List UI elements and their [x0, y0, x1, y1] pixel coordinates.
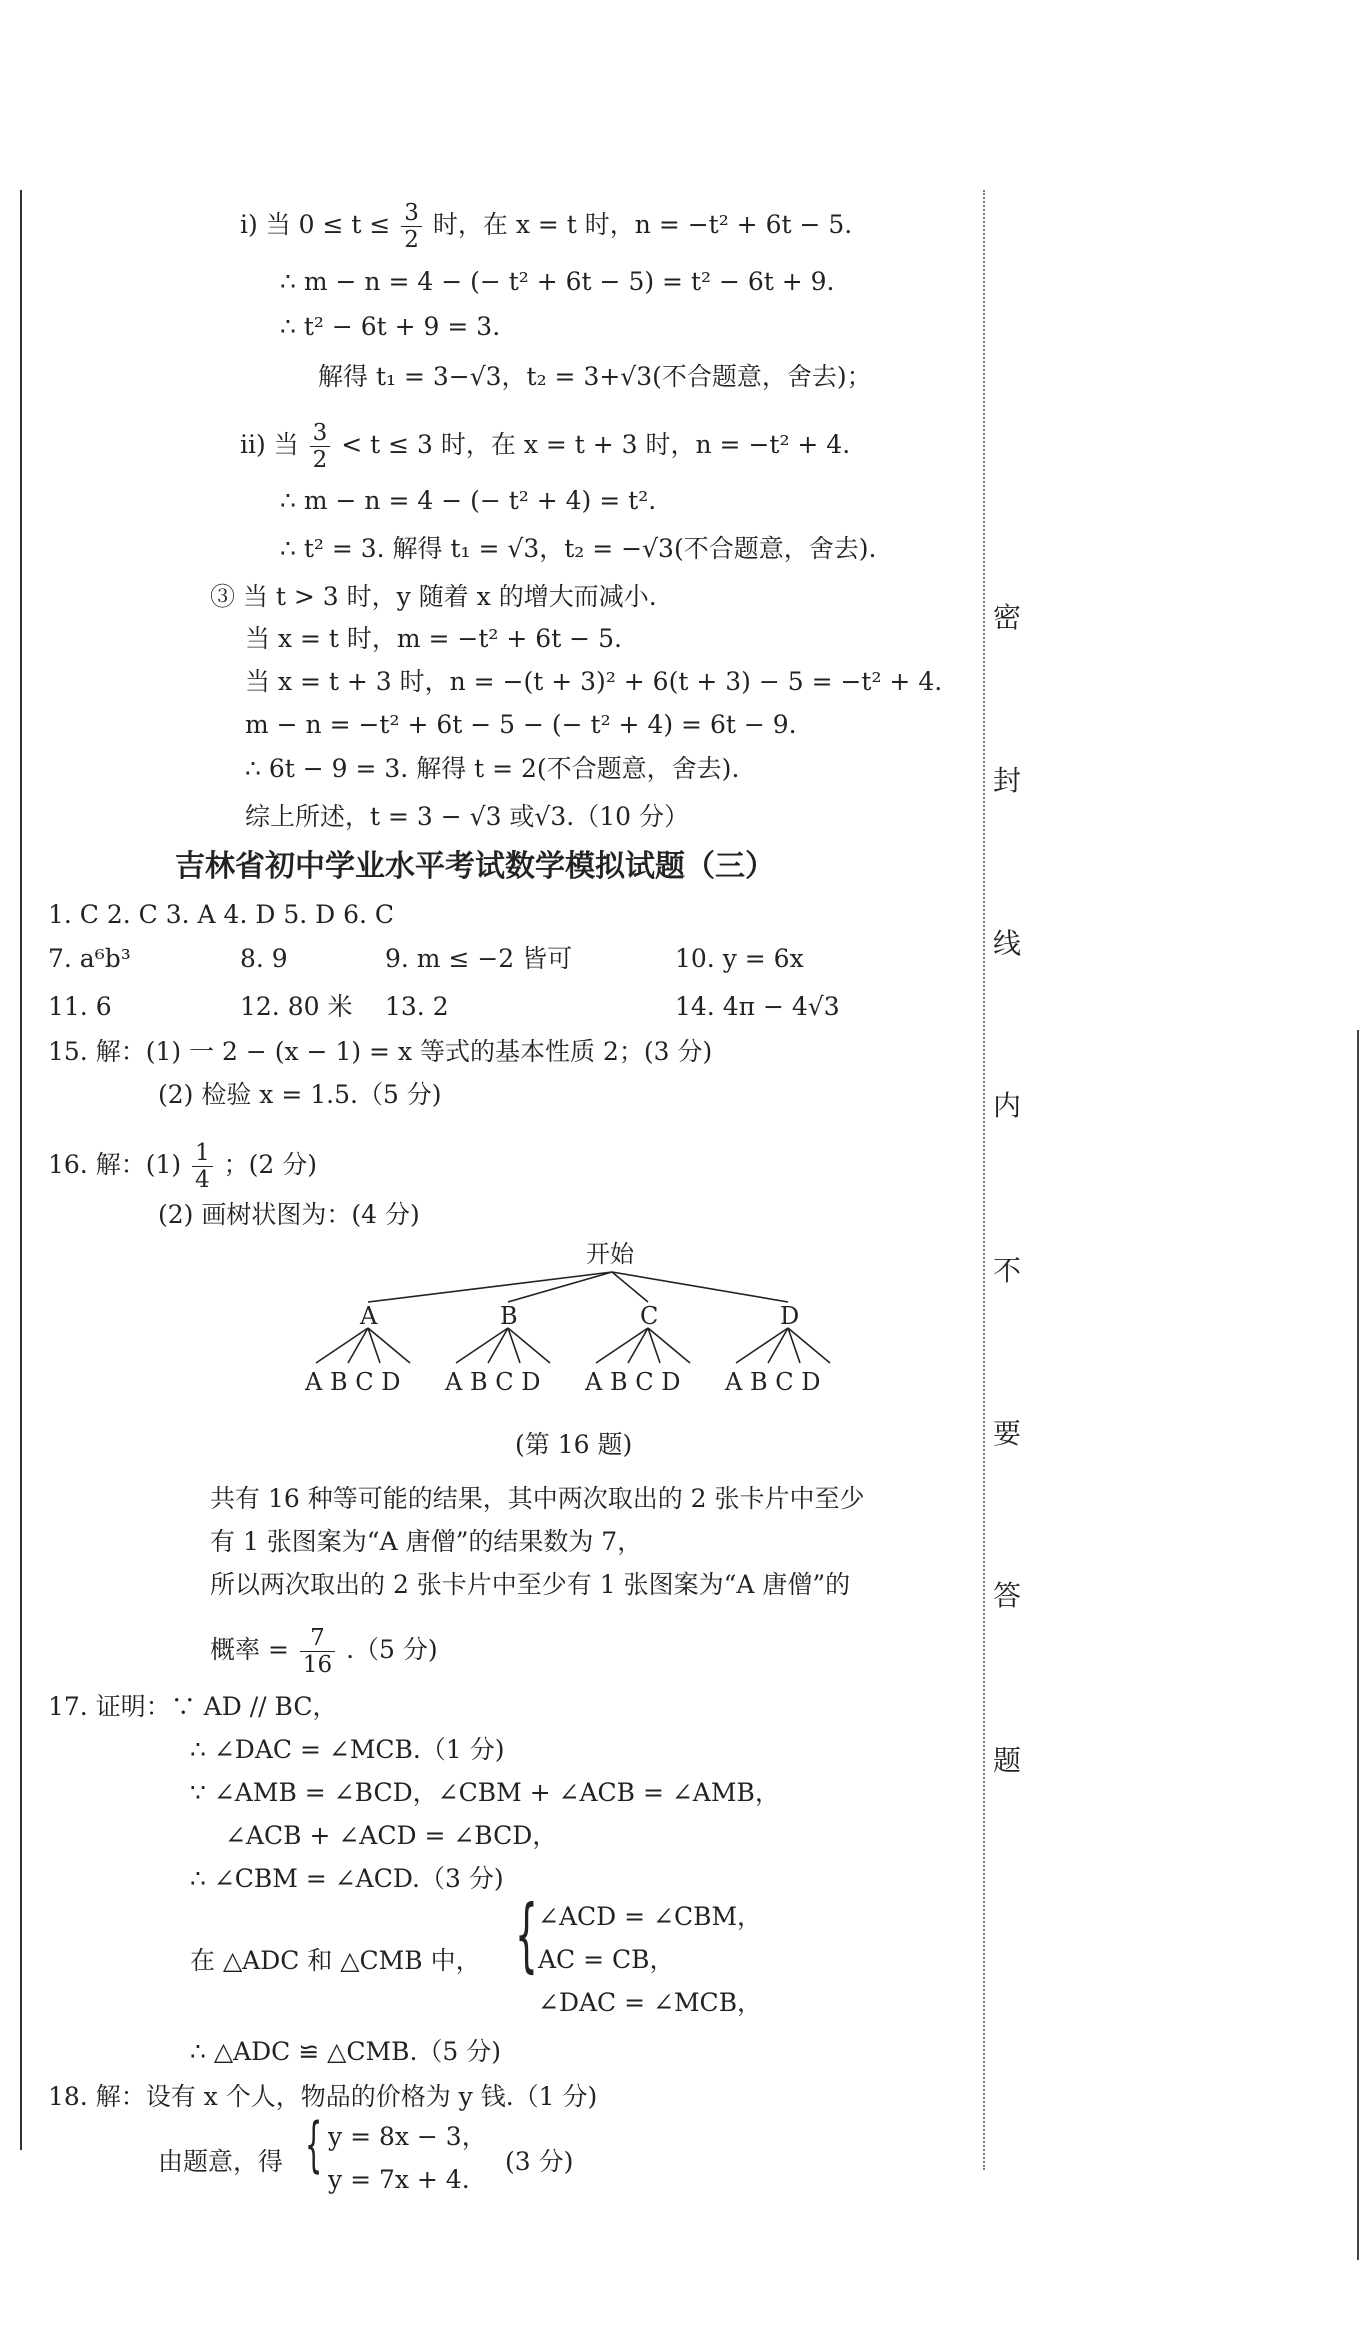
tree-leaves: A B C D — [445, 1368, 541, 1396]
solution-line: ③ 当 t > 3 时，y 随着 x 的增大而减小. — [210, 582, 657, 611]
answers-row-1: 1. C 2. C 3. A 4. D 5. D 6. C — [48, 900, 395, 929]
figure-caption: (第 16 题) — [515, 1430, 633, 1459]
case-i-line: i) 当 0 ≤ t ≤ $\frac{3}{2}$ 时，在 x = t 时，n = −t² + 6t − 5. — [240, 200, 853, 253]
q18-line-1: 18. 解：设有 x 个人，物品的价格为 y 钱.（1 分) — [48, 2082, 598, 2111]
tree-node-c: C — [640, 1302, 659, 1330]
q17-system-eq-2: AC = CB， — [538, 1945, 675, 1974]
solution-line: m − n = −t² + 6t − 5 − (− t² + 4) = 6t − 9. — [245, 710, 797, 739]
q16-para: 有 1 张图案为“A 唐僧”的结果数为 7， — [210, 1527, 643, 1556]
fraction: $\frac{3}{2}$ — [401, 200, 422, 253]
case-ii-line: ii) 当 $\frac{3}{2}$ < t ≤ 3 时，在 x = t + 3 时，n = −t² + 4. — [240, 420, 851, 473]
margin-char: 题 — [993, 1744, 1022, 1777]
q16-probability: 概率 = $\frac{7}{16}$ .（5 分) — [210, 1625, 438, 1678]
q18-system-eq-1: y = 8x − 3， — [328, 2122, 487, 2151]
solution-line: 当 x = t + 3 时，n = −(t + 3)² + 6(t + 3) − 5 = −t² + 4. — [245, 667, 943, 696]
q17-system-eq-3: ∠DAC = ∠MCB， — [538, 1988, 763, 2017]
section-title: 吉林省初中学业水平考试数学模拟试题（三） — [175, 849, 775, 884]
margin-char: 要 — [993, 1417, 1022, 1450]
tree-node-a: A — [360, 1302, 378, 1330]
q17-system-eq-1: ∠ACD = ∠CBM， — [538, 1902, 763, 1931]
answer-14: 14. 4π − 4√3 — [675, 992, 840, 1021]
answer-8: 8. 9 — [240, 944, 288, 973]
answer-13: 13. 2 — [385, 992, 449, 1021]
tree-branch — [368, 1272, 612, 1302]
tree-branch — [508, 1272, 612, 1302]
tree-leaves: A B C D — [585, 1368, 681, 1396]
q18-system-eq-2: y = 7x + 4. — [328, 2165, 470, 2194]
answer-7: 7. a⁶b³ — [48, 944, 131, 973]
tree-leaves: A B C D — [725, 1368, 821, 1396]
q17-line-2: ∴ ∠DAC = ∠MCB.（1 分) — [190, 1735, 505, 1764]
fraction: $\frac{3}{2}$ — [310, 420, 331, 473]
q17-line-1: 17. 证明：∵ AD // BC， — [48, 1692, 338, 1721]
answer-10: 10. y = 6x — [675, 944, 804, 973]
left-brace: { — [305, 2110, 323, 2180]
q16-para: 所以两次取出的 2 张卡片中至少有 1 张图案为“A 唐僧”的 — [210, 1570, 851, 1599]
answer-12: 12. 80 米 — [240, 992, 353, 1021]
tree-node-b: B — [500, 1302, 518, 1330]
q18-system-label: 由题意，得 — [158, 2147, 284, 2176]
q16-para: 共有 16 种等可能的结果，其中两次取出的 2 张卡片中至少 — [210, 1484, 865, 1513]
q16-line-1: 16. 解：(1) $\frac{1}{4}$ ；(2 分) — [48, 1140, 318, 1193]
tree-leaves: A B C D — [305, 1368, 401, 1396]
margin-char: 密 — [993, 601, 1022, 634]
q15-line-2: (2) 检验 x = 1.5.（5 分) — [158, 1080, 442, 1109]
solution-line: ∴ m − n = 4 − (− t² + 6t − 5) = t² − 6t + 9. — [280, 267, 835, 296]
solution-line: ∴ 6t − 9 = 3. 解得 t = 2(不合题意，舍去). — [245, 754, 740, 783]
margin-char: 线 — [993, 927, 1022, 960]
q18-score: (3 分) — [505, 2147, 574, 2176]
margin-char: 内 — [993, 1089, 1022, 1122]
answer-9: 9. m ≤ −2 皆可 — [385, 944, 573, 973]
solution-line: ∴ t² − 6t + 9 = 3. — [280, 312, 501, 341]
tree-branch — [612, 1272, 788, 1302]
q17-line-4: ∠ACB + ∠ACD = ∠BCD， — [225, 1821, 558, 1850]
solution-line: 解得 t₁ = 3−√3，t₂ = 3+√3(不合题意，舍去)； — [318, 362, 872, 391]
q17-conclusion: ∴ △ADC ≌ △CMB.（5 分) — [190, 2037, 502, 2066]
solution-line: ∴ t² = 3. 解得 t₁ = √3，t₂ = −√3(不合题意，舍去). — [280, 534, 877, 563]
fraction: $\frac{7}{16}$ — [300, 1625, 335, 1678]
q17-system-label: 在 △ADC 和 △CMB 中， — [190, 1946, 481, 1975]
q17-line-5: ∴ ∠CBM = ∠ACD.（3 分) — [190, 1864, 504, 1893]
q17-line-3: ∵ ∠AMB = ∠BCD，∠CBM + ∠ACB = ∠AMB， — [190, 1778, 780, 1807]
margin-char: 不 — [993, 1254, 1022, 1287]
left-brace: { — [515, 1888, 538, 1981]
solution-line: ∴ m − n = 4 − (− t² + 4) = t². — [280, 486, 657, 515]
tree-node-d: D — [780, 1302, 800, 1330]
margin-char: 答 — [993, 1579, 1022, 1612]
tree-root: 开始 — [586, 1240, 634, 1268]
solution-line: 综上所述，t = 3 − √3 或√3.（10 分） — [245, 802, 689, 831]
margin-char: 封 — [993, 764, 1022, 797]
solution-line: 当 x = t 时，m = −t² + 6t − 5. — [245, 624, 622, 653]
q15-line-1: 15. 解：(1) 一 2 − (x − 1) = x 等式的基本性质 2；(3 分) — [48, 1037, 713, 1066]
answer-11: 11. 6 — [48, 992, 112, 1021]
q16-line-2: (2) 画树状图为：(4 分) — [158, 1200, 420, 1229]
fraction: $\frac{1}{4}$ — [192, 1140, 213, 1193]
tree-branches — [316, 1272, 830, 1363]
